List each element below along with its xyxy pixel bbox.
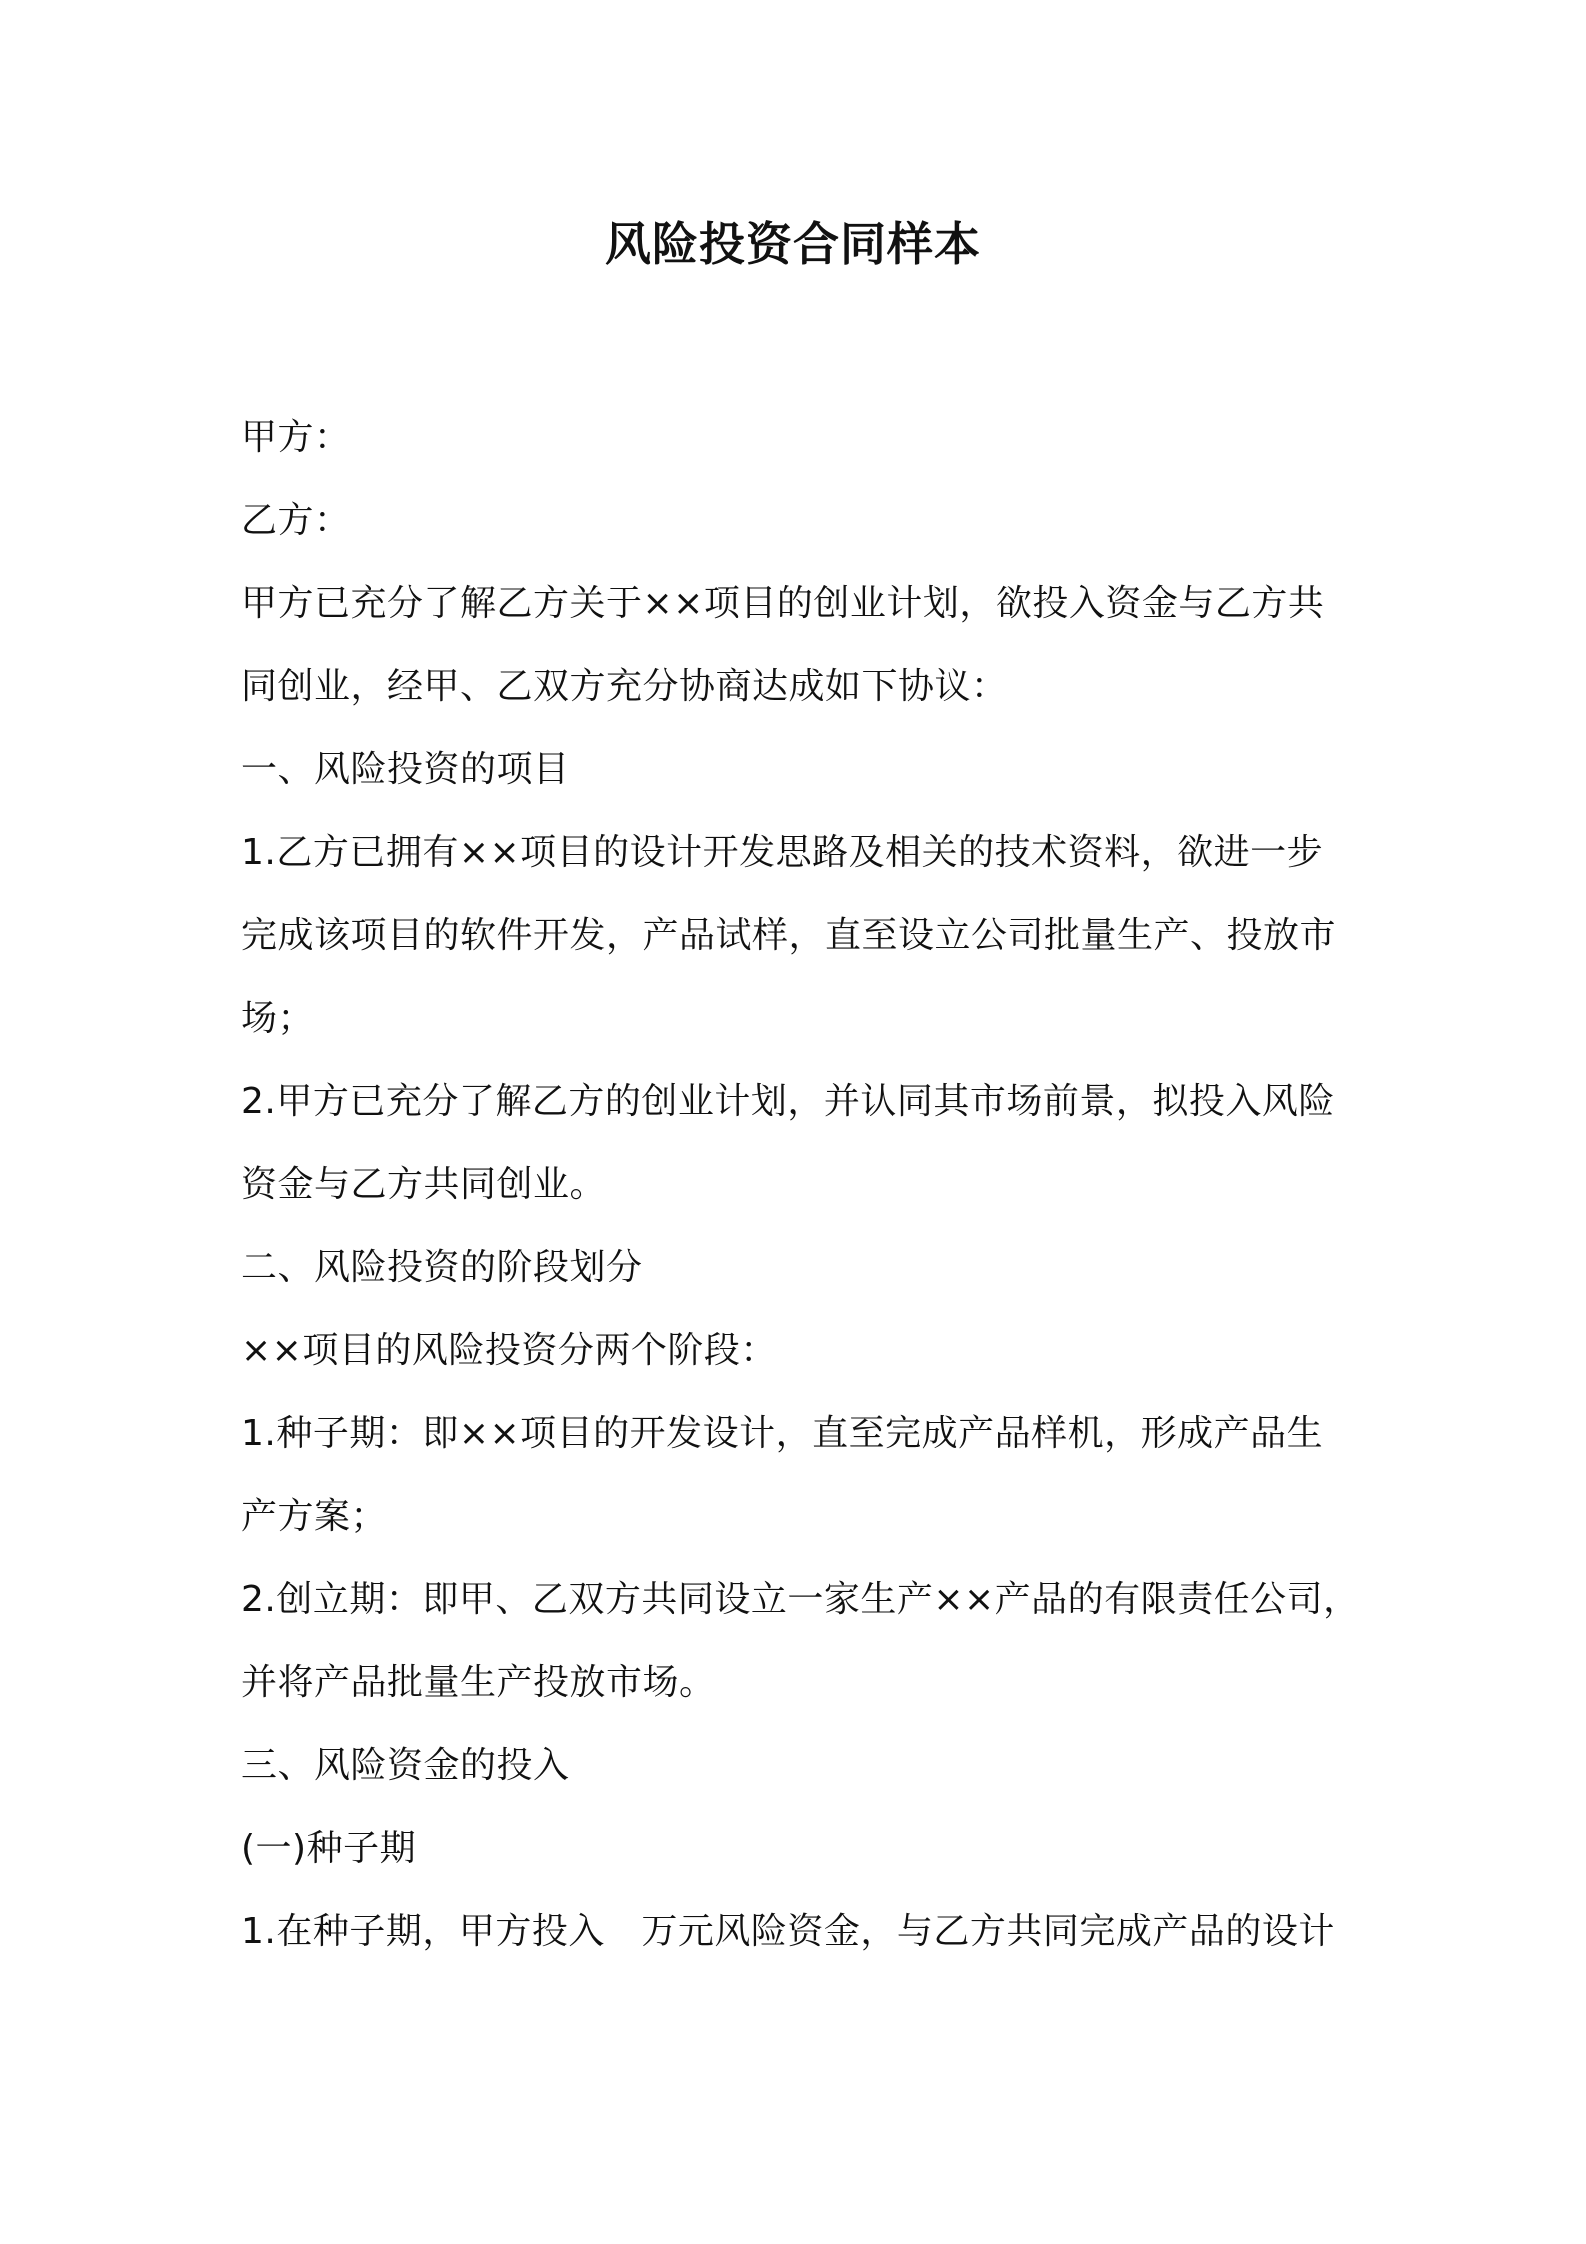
paragraph-line: 1.在种子期，甲方投入 万元风险资金，与乙方共同完成产品的设计	[241, 1911, 1335, 1952]
paragraph-line: 资金与乙方共同创业。	[241, 1164, 607, 1205]
paragraph-line: 场；	[241, 998, 315, 1039]
subsection-heading: (一)种子期	[241, 1828, 417, 1869]
paragraph-line: 1.乙方已拥有××项目的设计开发思路及相关的技术资料，欲进一步	[241, 832, 1324, 873]
section-heading: 一、风险投资的项目	[241, 749, 570, 790]
paragraph-line: 2.甲方已充分了解乙方的创业计划，并认同其市场前景，拟投入风险	[241, 1081, 1335, 1122]
paragraph-line: 产方案；	[241, 1496, 388, 1537]
party-b-line: 乙方：	[241, 500, 351, 541]
section-heading: 二、风险投资的阶段划分	[241, 1247, 643, 1288]
paragraph-line: 1.种子期：即××项目的开发设计，直至完成产品样机，形成产品生	[241, 1413, 1324, 1454]
section-heading: 三、风险资金的投入	[241, 1745, 570, 1786]
paragraph-line: ××项目的风险投资分两个阶段：	[241, 1330, 777, 1371]
party-a-line: 甲方：	[241, 417, 351, 458]
paragraph-line: 并将产品批量生产投放市场。	[241, 1662, 716, 1703]
paragraph-line: 2.创立期：即甲、乙双方共同设立一家生产××产品的有限责任公司，	[241, 1579, 1360, 1620]
document-title: 风险投资合同样本	[605, 217, 981, 271]
paragraph-line: 甲方已充分了解乙方关于××项目的创业计划，欲投入资金与乙方共	[241, 583, 1325, 624]
paragraph-line: 同创业，经甲、乙双方充分协商达成如下协议：	[241, 666, 1008, 707]
paragraph-line: 完成该项目的软件开发，产品试样，直至设立公司批量生产、投放市	[241, 915, 1337, 956]
